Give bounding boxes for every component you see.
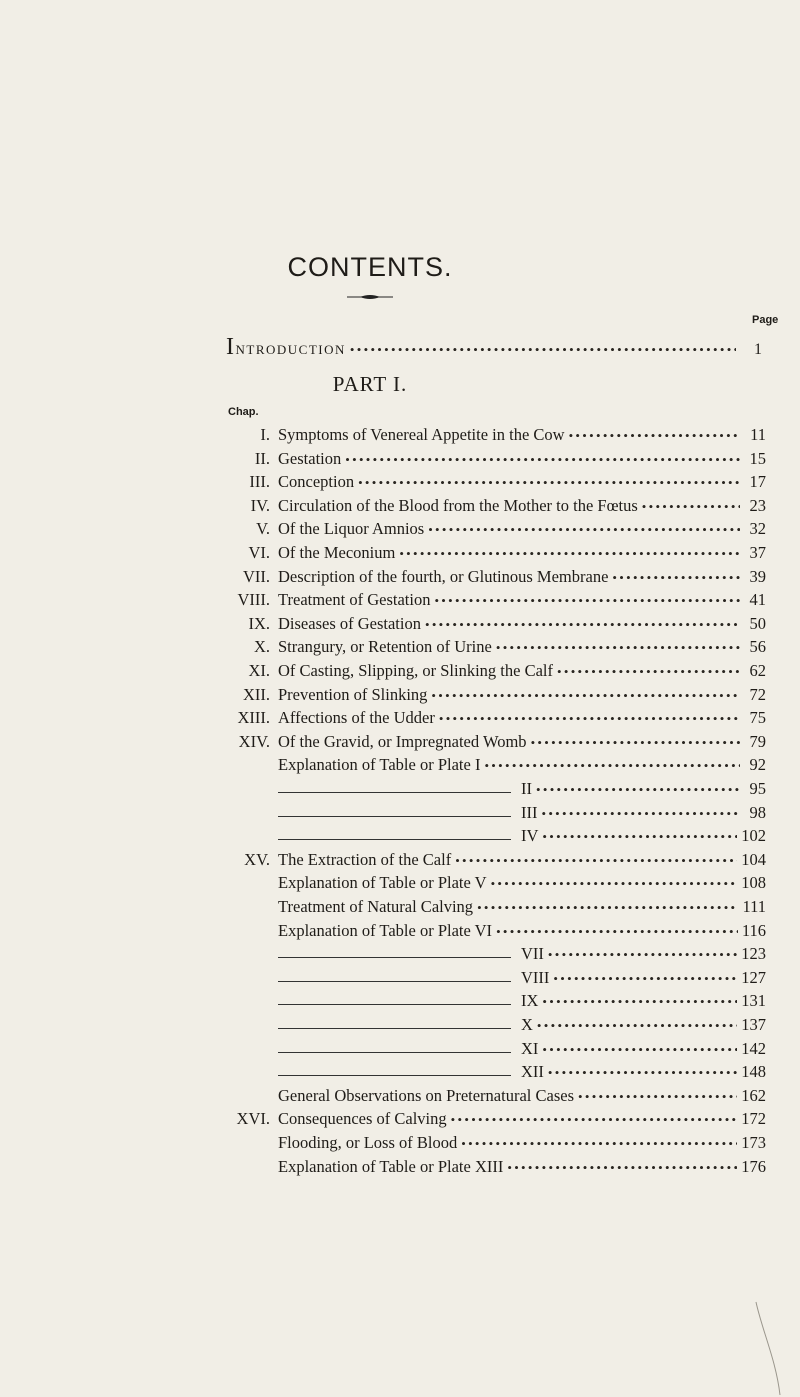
page-title: CONTENTS. bbox=[287, 252, 453, 282]
toc-entry[interactable] bbox=[226, 567, 766, 592]
dot-leader bbox=[455, 853, 737, 869]
entry-page: 92 bbox=[749, 755, 766, 775]
dot-leader bbox=[542, 994, 737, 1010]
dot-leader bbox=[496, 924, 738, 940]
entry-page: 108 bbox=[741, 873, 766, 893]
dot-leader bbox=[548, 947, 737, 963]
dot-leader bbox=[496, 640, 740, 656]
dot-leader bbox=[399, 546, 740, 562]
entry-page: 17 bbox=[749, 472, 766, 492]
entry-page: 62 bbox=[749, 661, 766, 680]
entry-page: 39 bbox=[749, 566, 766, 586]
plate-number: IV bbox=[521, 826, 539, 846]
entry-title: Affections of the Udder bbox=[278, 708, 435, 728]
entry-page: 137 bbox=[741, 1015, 766, 1034]
plate-number: II bbox=[521, 779, 532, 798]
chapter-number: XI. bbox=[248, 661, 270, 680]
entry-title: Prevention of Slinking bbox=[278, 684, 428, 704]
entry-title: Explanation of Table or Plate V bbox=[278, 873, 487, 893]
entry-page: 127 bbox=[741, 967, 766, 987]
entry-page: 41 bbox=[749, 590, 766, 610]
entry-page: 142 bbox=[741, 1038, 766, 1058]
toc-entry[interactable] bbox=[226, 1086, 766, 1111]
toc-entry[interactable] bbox=[226, 472, 766, 497]
entry-page: 123 bbox=[741, 944, 766, 964]
entry-page: 131 bbox=[741, 991, 766, 1011]
entry-page: 111 bbox=[742, 897, 766, 916]
plate-number: VII bbox=[521, 944, 544, 964]
toc-entry[interactable] bbox=[226, 590, 766, 615]
dot-leader bbox=[350, 342, 736, 358]
toc-entry[interactable] bbox=[226, 897, 766, 922]
dot-leader bbox=[451, 1112, 738, 1128]
toc-entry[interactable] bbox=[226, 803, 766, 828]
ditto-rule bbox=[278, 1075, 511, 1076]
entry-page: 162 bbox=[741, 1085, 766, 1105]
toc-entry[interactable] bbox=[226, 826, 766, 851]
dot-leader bbox=[507, 1160, 737, 1176]
chapter-column-label: Chap. bbox=[228, 406, 259, 418]
dot-leader bbox=[612, 570, 740, 586]
chapter-number: I. bbox=[260, 425, 270, 444]
entry-page: 104 bbox=[741, 849, 766, 869]
entry-title: Explanation of Table or Plate I bbox=[278, 755, 481, 775]
entry-page: 79 bbox=[749, 731, 766, 751]
toc-entry[interactable] bbox=[226, 1109, 766, 1134]
plate-number: IX bbox=[521, 991, 539, 1011]
entry-page: 116 bbox=[741, 920, 766, 940]
dot-leader bbox=[345, 452, 740, 468]
chapter-number: VII. bbox=[242, 566, 270, 586]
plate-number: XII bbox=[521, 1062, 544, 1082]
entry-page: 37 bbox=[749, 543, 766, 562]
chapter-number: XIII. bbox=[237, 708, 270, 728]
entry-page: 72 bbox=[749, 684, 766, 704]
toc-entry[interactable] bbox=[226, 637, 766, 662]
chapter-number: IX. bbox=[248, 613, 270, 633]
dot-leader bbox=[484, 758, 740, 774]
ditto-rule bbox=[278, 816, 511, 817]
entry-title: Treatment of Gestation bbox=[278, 590, 431, 610]
plate-number: X bbox=[521, 1015, 533, 1034]
entry-page: 56 bbox=[749, 637, 766, 657]
entry-page: 95 bbox=[749, 779, 766, 798]
toc-entry[interactable] bbox=[226, 968, 766, 993]
entry-title: Conception bbox=[278, 472, 355, 492]
dot-leader bbox=[536, 782, 740, 798]
entry-title: Treatment of Natural Calving bbox=[278, 897, 474, 916]
entry-page: 102 bbox=[741, 826, 766, 846]
dot-leader bbox=[439, 711, 740, 727]
dot-leader bbox=[569, 428, 740, 444]
entry-page: 32 bbox=[749, 519, 766, 539]
entry-page: 176 bbox=[741, 1156, 766, 1176]
entry-page: 173 bbox=[741, 1133, 766, 1152]
dot-leader bbox=[548, 1065, 737, 1081]
chapter-number: V. bbox=[256, 519, 270, 539]
dot-leader bbox=[553, 971, 737, 987]
toc-entry[interactable] bbox=[226, 944, 766, 969]
entry-page: 15 bbox=[749, 448, 766, 468]
entry-page: 148 bbox=[741, 1062, 766, 1082]
entry-page: 50 bbox=[749, 613, 766, 633]
toc-entry[interactable] bbox=[226, 991, 766, 1016]
entry-title: Of the Liquor Amnios bbox=[278, 519, 425, 539]
chapter-number: II. bbox=[254, 448, 270, 468]
dot-leader bbox=[642, 499, 740, 515]
entry-title: Of the Gravid, or Impregnated Womb bbox=[278, 731, 527, 751]
toc-entry[interactable] bbox=[226, 614, 766, 639]
toc-entry[interactable] bbox=[226, 661, 766, 686]
toc-entry[interactable] bbox=[226, 708, 766, 733]
entry-page: 11 bbox=[750, 425, 766, 444]
toc-entry[interactable] bbox=[226, 921, 766, 946]
entry-page: 75 bbox=[749, 708, 766, 728]
dot-leader bbox=[531, 735, 740, 751]
ditto-rule bbox=[278, 981, 511, 982]
ditto-rule bbox=[278, 1004, 511, 1005]
toc-entry[interactable] bbox=[226, 1062, 766, 1087]
ditto-rule bbox=[278, 957, 511, 958]
dot-leader bbox=[431, 688, 740, 704]
entry-title: Explanation of Table or Plate VI bbox=[278, 920, 493, 940]
entry-title: Circulation of the Blood from the Mother to the Fœtus bbox=[278, 495, 638, 515]
entry-page: 23 bbox=[749, 495, 766, 515]
entry-title: Consequences of Calving bbox=[278, 1109, 447, 1129]
chapter-number: X. bbox=[253, 637, 270, 657]
entry-page: 98 bbox=[749, 802, 766, 822]
plate-number: III bbox=[521, 802, 538, 822]
toc-entry[interactable] bbox=[226, 1039, 766, 1064]
introduction-entry[interactable] bbox=[226, 334, 762, 360]
page-column-label: Page bbox=[752, 314, 779, 326]
entry-title: Diseases of Gestation bbox=[278, 613, 421, 633]
ditto-rule bbox=[278, 839, 511, 840]
toc-entry[interactable] bbox=[226, 425, 766, 450]
dot-leader bbox=[541, 806, 740, 822]
entry-title: Of the Meconium bbox=[278, 543, 396, 562]
entry-title: Gestation bbox=[278, 448, 342, 468]
introduction-label: Introduction bbox=[226, 334, 346, 360]
chapter-number: XVI. bbox=[236, 1109, 270, 1129]
plate-number: VIII bbox=[521, 967, 550, 987]
toc-entry[interactable] bbox=[226, 779, 766, 804]
margin-stain bbox=[752, 1300, 782, 1397]
entry-page: 172 bbox=[741, 1109, 766, 1129]
entry-title: Symptoms of Venereal Appetite in the Cow bbox=[278, 425, 565, 444]
dot-leader bbox=[537, 1018, 737, 1034]
dot-leader bbox=[578, 1089, 737, 1105]
entry-title: The Extraction of the Calf bbox=[278, 849, 452, 869]
chapter-number: III. bbox=[249, 472, 270, 492]
chapter-number: VI. bbox=[248, 543, 270, 562]
chapter-number: IV. bbox=[250, 495, 270, 515]
dot-leader bbox=[428, 522, 740, 538]
entry-title: Flooding, or Loss of Blood bbox=[278, 1133, 458, 1152]
dot-leader bbox=[425, 617, 740, 633]
entry-title: Description of the fourth, or Glutinous Membrane bbox=[278, 566, 609, 586]
entry-title: Of Casting, Slipping, or Slinking the Calf bbox=[278, 661, 553, 680]
toc-entry[interactable] bbox=[226, 755, 766, 780]
dot-leader bbox=[542, 1042, 737, 1058]
chapter-number: XIV. bbox=[238, 731, 270, 751]
toc-entry[interactable] bbox=[226, 685, 766, 710]
toc-entry[interactable] bbox=[226, 732, 766, 757]
chapter-number: XII. bbox=[242, 684, 270, 704]
chapter-number: VIII. bbox=[237, 590, 270, 610]
dot-leader bbox=[542, 829, 737, 845]
toc-entry[interactable] bbox=[226, 873, 766, 898]
dot-leader bbox=[477, 900, 738, 916]
ornament-rule-icon bbox=[346, 294, 394, 300]
toc-entry[interactable] bbox=[226, 1157, 766, 1182]
entry-title: Strangury, or Retention of Urine bbox=[278, 637, 492, 657]
dot-leader bbox=[358, 475, 740, 491]
entry-title: General Observations on Preternatural Cases bbox=[278, 1085, 574, 1105]
toc-entry[interactable] bbox=[226, 519, 766, 544]
toc-entry[interactable] bbox=[226, 543, 766, 568]
toc-entry[interactable] bbox=[226, 1133, 766, 1158]
part-title: PART I. bbox=[332, 372, 408, 396]
plate-number: XI bbox=[521, 1038, 539, 1058]
toc-entry[interactable] bbox=[226, 850, 766, 875]
ditto-rule bbox=[278, 1052, 511, 1053]
toc-entry[interactable] bbox=[226, 496, 766, 521]
ditto-rule bbox=[278, 1028, 511, 1029]
toc-entry[interactable] bbox=[226, 1015, 766, 1040]
chapter-number: XV. bbox=[244, 849, 270, 869]
dot-leader bbox=[557, 664, 740, 680]
entry-title: Explanation of Table or Plate XIII bbox=[278, 1156, 504, 1176]
dot-leader bbox=[491, 876, 738, 892]
dot-leader bbox=[434, 593, 740, 609]
introduction-page: 1 bbox=[754, 341, 762, 358]
ditto-rule bbox=[278, 792, 511, 793]
dot-leader bbox=[461, 1136, 737, 1152]
toc-entry[interactable] bbox=[226, 449, 766, 474]
